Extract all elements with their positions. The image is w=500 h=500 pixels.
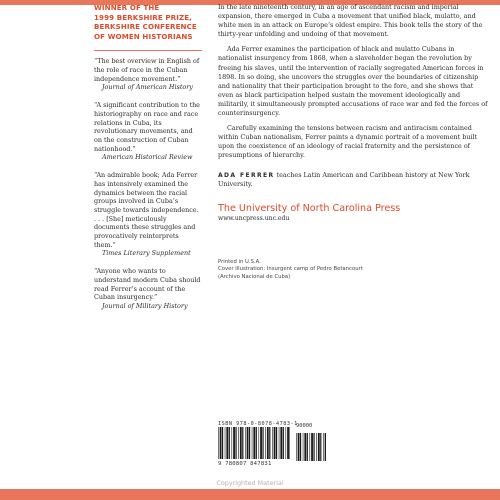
barcode-bar — [218, 427, 219, 459]
barcode-addon-bars — [296, 433, 326, 461]
barcode-bar — [233, 427, 235, 459]
barcode-bar — [313, 433, 314, 461]
review-quote — [94, 171, 202, 258]
printed-in: Printed in U.S.A. — [218, 258, 261, 265]
barcode-bar — [307, 433, 308, 461]
barcode-bar — [225, 427, 226, 459]
quote-text: “A significant contribution to the historiography on race and race relations in Cuba, its revolutionary movements, and on the construction of Cuban nationhood.” — [94, 101, 200, 153]
cover-credit: Cover illustration: Insurgent camp of Pedro Betancourt — [218, 266, 363, 273]
barcode-bar — [240, 427, 242, 459]
barcode-bar — [272, 427, 273, 459]
barcode-bar — [287, 427, 289, 459]
publisher-name: The University of North Carolina Press — [218, 202, 401, 214]
barcode-bar — [229, 427, 230, 459]
praise-column — [94, 3, 202, 320]
barcode-bar — [311, 433, 313, 461]
barcode-bar — [220, 427, 222, 459]
description-column — [218, 3, 490, 281]
barcode-bar — [247, 427, 249, 459]
barcode-bar — [320, 433, 321, 461]
quote-source: Journal of Military History — [102, 301, 188, 310]
bottom-accent-bar — [0, 489, 500, 500]
barcode-bar — [249, 427, 250, 459]
barcode-bar — [303, 433, 304, 461]
barcode-bar — [259, 427, 260, 459]
description-paragraph: Ada Ferrer examines the participation of black and mulatto Cubans in nationalist insurgency from 1868, when a slaveholder began the revolution by freeing his slaves, until the intervention of racially segregated American forces in 1898. In so doing, she uncovers the struggles over the boundaries of citizenship and nationality that their participation brought to the fore, and she shows that even as black participation helped sustain the movement ideologically and militarily, it simultaneously prompted accusations of race war and fed the forces of counterinsurgency. — [218, 45, 488, 118]
barcode-addon-number: 90000 — [296, 423, 313, 429]
publisher-website: www.uncpress.unc.edu — [218, 214, 290, 222]
prize-line: WINNER OF THE — [94, 3, 160, 12]
barcode-bar — [316, 433, 317, 461]
quote-text: “An admirable book; Ada Ferrer has intensively examined the dynamics between the racial groups involved in Cuba’s struggle towards independence. . . . [She] meticulously documents these struggles and provocatively reinterprets them.” — [94, 171, 199, 249]
barcode-bar — [279, 427, 280, 459]
review-quote — [94, 57, 202, 92]
author-name: ADA FERRER — [218, 171, 275, 179]
barcode-bar — [289, 427, 290, 459]
barcode-bar — [267, 427, 269, 459]
barcode-bar — [252, 427, 253, 459]
copyright-watermark: Copyrighted Material — [216, 479, 284, 487]
print-info — [218, 259, 490, 282]
barcode-bar — [283, 427, 284, 459]
barcode-bar — [265, 427, 266, 459]
description-paragraph: Carefully examining the tensions between racism and antiracism contained within Cuban nationalism, Ferrer paints a dynamic portrait of a movement built upon the coexistence of an ideology of racial fraternity and the persistence of presumptions of hierarchy. — [218, 124, 478, 160]
barcode-bar — [304, 433, 306, 461]
barcode-bar — [256, 427, 257, 459]
barcode-bar — [226, 427, 228, 459]
barcode-bar — [318, 433, 320, 461]
barcode-bar — [300, 433, 301, 461]
barcode-bars — [218, 427, 290, 459]
review-quote — [94, 267, 202, 311]
quote-source: Times Literary Supplement — [102, 249, 191, 258]
barcode-bar — [325, 433, 326, 461]
barcode-bar — [235, 427, 236, 459]
quote-text: “The best overview in English of the role of race in the Cuban independence movement.” — [94, 57, 200, 83]
barcode-bar — [222, 427, 223, 459]
barcode-digits: 9 780807 847831 — [218, 461, 272, 467]
barcode-bar — [298, 433, 300, 461]
cover-archive: (Archivo Nacional de Cuba) — [218, 273, 291, 280]
barcode-bar — [245, 427, 246, 459]
quote-source: American Historical Review — [102, 153, 193, 162]
barcode-bar — [253, 427, 255, 459]
author-bio-text: teaches Latin American and Caribbean history at New York University. — [218, 170, 470, 188]
prize-heading — [94, 3, 202, 41]
barcode-bar — [276, 427, 277, 459]
barcode-bar — [262, 427, 263, 459]
barcode-bar — [280, 427, 282, 459]
barcode-bar — [242, 427, 243, 459]
barcode-bar — [296, 433, 297, 461]
barcode-bar — [269, 427, 270, 459]
barcode-bar — [310, 433, 311, 461]
review-quote — [94, 101, 202, 162]
barcode-bar — [232, 427, 233, 459]
author-bio — [218, 171, 490, 189]
barcode-bar — [323, 433, 324, 461]
barcode-bar — [260, 427, 262, 459]
prize-divider — [94, 50, 202, 51]
prize-line: OF WOMEN HISTORIANS — [94, 31, 193, 41]
quote-source: Journal of American History — [102, 83, 193, 92]
barcode-bar — [274, 427, 276, 459]
description-paragraph: In the late nineteenth century, in an age of ascendant racism and imperial expansion, there emerged in Cuba a movement that unified black, mulatto, and white men in an attack on Europe’s oldest empire. This book tells the story of the thirty-year unfolding and undoing of that movement. — [218, 3, 483, 39]
prize-line: BERKSHIRE CONFERENCE — [94, 22, 197, 32]
isbn-number: ISBN 978-0-8078-4783-1 — [218, 421, 298, 427]
barcode-bar — [238, 427, 239, 459]
barcode-bar — [286, 427, 287, 459]
prize-line: 1999 BERKSHIRE PRIZE, — [94, 12, 192, 22]
quote-text: “Anyone who wants to understand modern Cuba should read Ferrer’s account of the Cuban insurgency.” — [94, 267, 201, 302]
isbn-barcode — [218, 421, 328, 468]
